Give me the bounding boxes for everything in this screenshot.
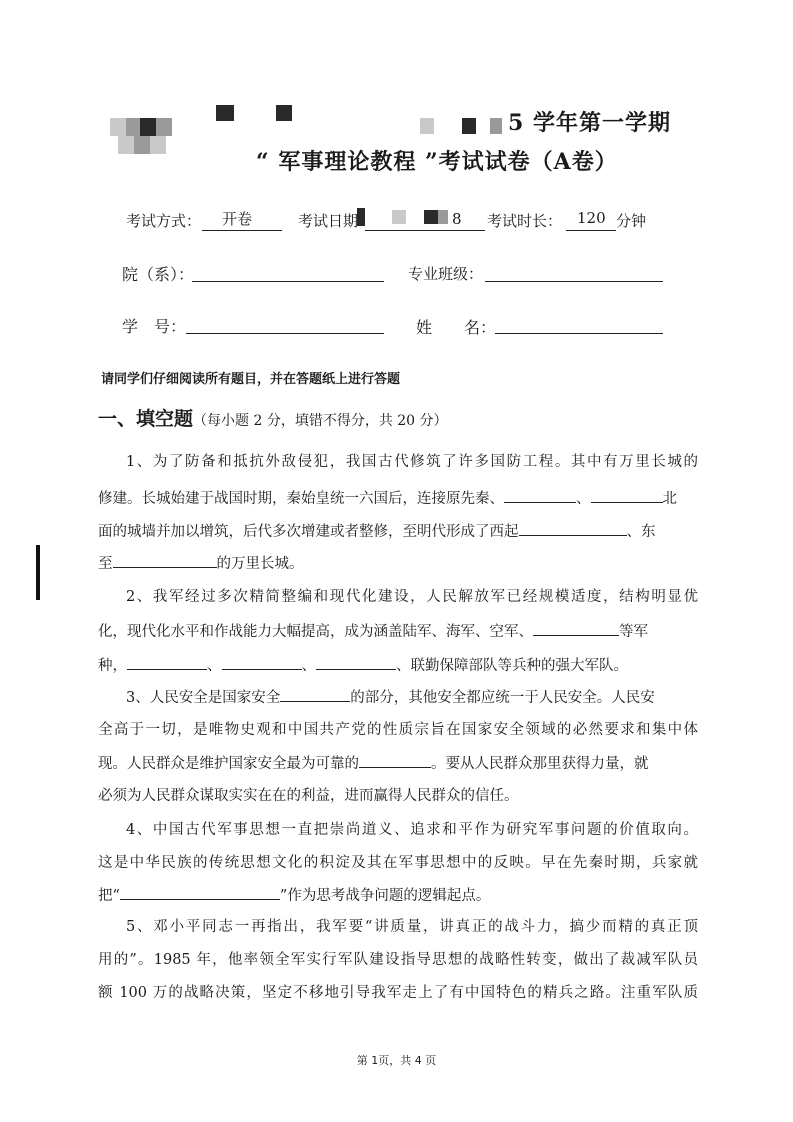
- exam-mode-line: [202, 230, 282, 231]
- exam-date-partial: 8: [452, 210, 462, 228]
- q5-line-3: 额 100 万的战略决策，坚定不移地引导我军走上了有中国特色的精兵之路。注重军队质: [98, 985, 698, 1001]
- section-heading: [98, 404, 448, 431]
- q2-line-3: 种， 、 、 、联勤保障部队等兵种的强大军队。: [98, 655, 698, 676]
- q4-line-2: 这是中华民族的传统思想文化的积淀及其在军事思想中的反映。早在先秦时期，兵家就: [98, 855, 698, 871]
- q3-line-2: 全高于一切，是唯物史观和中国共产党的性质宗旨在国家安全领域的必然要求和集中体: [98, 722, 698, 738]
- section-title: 一、填空题: [98, 408, 194, 430]
- q1-line-2: 修建。长城始建于战国时期，秦始皇统一六国后，连接原先秦、 、 北: [98, 488, 698, 509]
- q2-line-2: 化，现代化水平和作战能力大幅提高，成为涵盖陆军、海军、空军、 等军: [98, 621, 698, 642]
- exam-mode-value: 开卷: [222, 210, 253, 228]
- q2-line-1: 2、我军经过多次精简整编和现代化建设，人民解放军已经规模适度，结构明显优: [126, 589, 698, 605]
- page-footer: 第 1页，共 4 页: [356, 1054, 437, 1067]
- q1-line-1: 1、为了防备和抵抗外敌侵犯，我国古代修筑了许多国防工程。其中有万里长城的: [126, 454, 698, 470]
- q4-line-3: 把“ ”作为思考战争问题的逻辑起点。: [98, 885, 698, 906]
- q2-blank-3: [222, 655, 302, 670]
- exam-duration-unit: 分钟: [616, 212, 647, 230]
- instructions: 请同学们仔细阅读所有题目，并在答题纸上进行答题: [101, 372, 401, 387]
- class-label: 专业班级：: [408, 265, 484, 283]
- exam-date-line: [365, 230, 485, 231]
- student-id-field: [186, 333, 384, 334]
- q3-line-1: 3、人民安全是国家安全 的部分，其他安全都应统一于人民安全。人民安: [126, 687, 698, 708]
- department-label: 院（系）：: [122, 265, 195, 284]
- exam-duration-value: 120: [577, 209, 606, 227]
- q5-line-1: 5、邓小平同志一再指出，我军要“讲质量，讲真正的战斗力，搞少而精的真正顶: [126, 919, 698, 935]
- exam-term-title: 5 学年第一学期: [508, 110, 671, 136]
- q5-line-2: 用的”。1985 年，他率领全军实行军队建设指导思想的战略性转变，做出了裁减军队员: [98, 952, 698, 968]
- class-field: [485, 281, 663, 282]
- department-field: [192, 281, 384, 282]
- q1-blank-2: [591, 488, 663, 503]
- q3-line-4: 必须为人民群众谋取实实在在的利益，进而赢得人民群众的信任。: [98, 788, 519, 804]
- exam-duration-label: 考试时长：: [487, 212, 563, 230]
- q4-blank-1: [120, 885, 280, 900]
- q1-blank-3: [519, 521, 627, 536]
- student-id-label: 学 号：: [122, 317, 187, 336]
- exam-date-label: 考试日期: [298, 212, 359, 230]
- binder-mark: [36, 545, 40, 600]
- exam-duration-line: [566, 230, 616, 231]
- q1-blank-4: [113, 553, 217, 568]
- q2-blank-1: [533, 621, 619, 636]
- q3-blank-1: [280, 687, 350, 702]
- student-name-field: [495, 333, 663, 334]
- q3-blank-2: [359, 753, 431, 768]
- q1-line-3: 面的城墙并加以增筑，后代多次增建或者整修，至明代形成了西起 、东: [98, 521, 698, 542]
- q2-blank-4: [316, 655, 396, 670]
- q2-blank-2: [127, 655, 207, 670]
- section-note: （每小题 2 分，填错不得分，共 20 分）: [193, 413, 448, 429]
- q1-line-4: 至 的万里长城。: [98, 553, 698, 574]
- exam-mode-label: 考试方式：: [126, 212, 202, 230]
- q3-line-3: 现。人民群众是维护国家安全最为可靠的 。要从人民群众那里获得力量，就: [98, 753, 698, 774]
- exam-title: “ 军事理论教程 ”考试试卷（A卷）: [256, 149, 618, 175]
- q4-line-1: 4、中国古代军事思想一直把崇尚道义、追求和平作为研究军事问题的价值取向。: [126, 822, 698, 838]
- q1-blank-1: [504, 488, 576, 503]
- student-name-label: 姓 名：: [416, 318, 497, 337]
